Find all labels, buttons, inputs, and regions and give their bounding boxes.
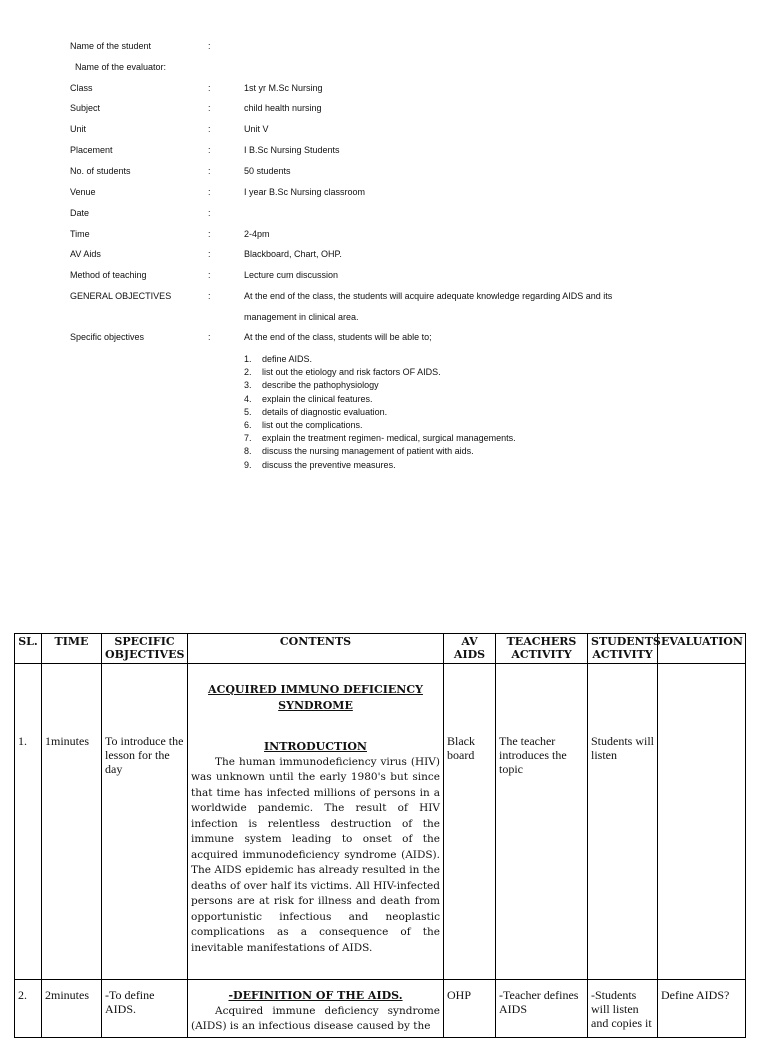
header-contents: CONTENTS	[188, 634, 444, 664]
info-label: Name of the student	[70, 41, 152, 51]
list-item	[244, 432, 516, 445]
cell-objective: To introduce the lesson for the day	[102, 664, 188, 980]
info-value: Lecture cum discussion	[244, 270, 339, 280]
list-number: 5.	[244, 406, 252, 417]
list-number: 9.	[244, 459, 252, 470]
info-colon: :	[208, 332, 211, 342]
info-label: Name of the evaluator:	[75, 62, 167, 72]
list-number: 3.	[244, 380, 252, 391]
info-value: Unit V	[244, 124, 269, 134]
list-text: discuss the nursing management of patient with aids.	[262, 446, 474, 457]
cell-contents	[188, 664, 444, 980]
list-text: explain the clinical features.	[262, 393, 373, 404]
list-number: 6.	[244, 420, 252, 431]
list-item	[244, 406, 516, 419]
list-item	[244, 419, 516, 432]
info-value: management in clinical area.	[244, 312, 359, 322]
cell-av-aids: OHP	[444, 980, 496, 1038]
info-value: At the end of the class, students will be able to;	[244, 332, 432, 342]
list-text: describe the pathophysiology	[262, 380, 379, 391]
cell-sl: 1.	[15, 664, 42, 980]
info-colon: :	[208, 270, 211, 280]
section-heading: INTRODUCTION	[264, 740, 367, 753]
table-row	[15, 664, 746, 980]
info-colon: :	[208, 166, 211, 176]
info-colon: :	[208, 208, 211, 218]
list-text: define AIDS.	[262, 354, 313, 364]
info-label: Specific objectives	[70, 332, 145, 342]
list-text: list out the etiology and risk factors OF AIDS.	[262, 367, 441, 378]
content-paragraph: The human immunodeficiency virus (HIV) was unknown until the early 1980's but since that time has infected millions of persons in a worldwide pandemic. The result of HIV infection is relentless destruction of the immune system leading to onset of the acquired immunodeficiency syndrome (AIDS). The AIDS epidemic has already resulted in the deaths of over half its victims. All HIV-infected persons are at risk for illness and death from opportunistic infectious and neoplastic complications as a consequence of the inevitable manifestations of AIDS.	[191, 755, 440, 954]
list-item	[244, 393, 516, 406]
info-label: Time	[70, 229, 90, 239]
list-text: discuss the preventive measures.	[262, 459, 396, 470]
cell-time: 1minutes	[42, 664, 102, 980]
info-value: I year B.Sc Nursing classroom	[244, 187, 366, 197]
info-value: 2-4pm	[244, 229, 270, 239]
list-number: 2.	[244, 367, 252, 378]
info-colon: :	[208, 291, 211, 301]
info-label: GENERAL OBJECTIVES	[70, 291, 172, 301]
list-item	[244, 353, 516, 366]
info-colon: :	[208, 124, 211, 134]
info-colon: :	[208, 249, 211, 259]
list-text: list out the complications.	[262, 420, 363, 431]
header-time: TIME	[42, 634, 102, 664]
cell-sl: 2.	[15, 980, 42, 1038]
info-value: 50 students	[244, 166, 291, 176]
info-colon: :	[208, 103, 211, 113]
cell-student-activity: -Students will listen and copies it	[588, 980, 658, 1038]
list-item	[244, 445, 516, 458]
info-colon: :	[208, 83, 211, 93]
info-label: Unit	[70, 124, 87, 134]
info-label: AV Aids	[70, 249, 101, 259]
cell-av-aids: Black board	[444, 664, 496, 980]
cell-teacher-activity: The teacher introduces the topic	[496, 664, 588, 980]
info-label: Venue	[70, 187, 96, 197]
section-heading: -DEFINITION OF THE AIDS.	[228, 989, 403, 1002]
info-label: Subject	[70, 103, 101, 113]
info-value: Blackboard, Chart, OHP.	[244, 249, 342, 259]
section-title: ACQUIRED IMMUNO DEFICIENCY SYNDROME	[208, 683, 423, 712]
table-header-row	[15, 634, 746, 664]
info-colon: :	[208, 229, 211, 239]
info-label: Date	[70, 208, 90, 218]
list-item	[244, 459, 516, 472]
cell-evaluation: Define AIDS?	[658, 980, 746, 1038]
header-av-aids: AV AIDS	[444, 634, 496, 664]
content-paragraph: Acquired immune deficiency syndrome (AIDS) is an infectious disease caused by the	[191, 1004, 440, 1032]
info-label: Method of teaching	[70, 270, 147, 280]
objectives-list	[244, 353, 516, 472]
list-number: 8.	[244, 446, 252, 457]
list-text: details of diagnostic evaluation.	[262, 406, 388, 417]
list-item	[244, 366, 516, 379]
info-value: At the end of the class, the students will acquire adequate knowledge regarding AIDS and its	[244, 291, 613, 301]
cell-student-activity: Students will listen	[588, 664, 658, 980]
header-teachers-activity: TEACHERS ACTIVITY	[496, 634, 588, 664]
cell-time: 2minutes	[42, 980, 102, 1038]
cell-contents	[188, 980, 444, 1038]
header-objectives: SPECIFIC OBJECTIVES	[102, 634, 188, 664]
header-sl: SL.	[15, 634, 42, 664]
lesson-plan-table	[14, 633, 746, 1038]
info-colon: :	[208, 145, 211, 155]
header-evaluation: EVALUATION	[658, 634, 746, 664]
info-colon: :	[208, 41, 211, 51]
list-item	[244, 379, 516, 392]
info-label: Placement	[70, 145, 113, 155]
info-value: 1st yr M.Sc Nursing	[244, 83, 323, 93]
cell-evaluation	[658, 664, 746, 980]
info-label: No. of students	[70, 166, 131, 176]
cell-teacher-activity: -Teacher defines AIDS	[496, 980, 588, 1038]
info-colon: :	[208, 187, 211, 197]
header-students-activity: STUDENTS ACTIVITY	[588, 634, 658, 664]
list-text: explain the treatment regimen- medical, surgical managements.	[262, 433, 516, 444]
info-value: child health nursing	[244, 103, 322, 113]
info-label: Class	[70, 83, 93, 93]
list-number: 7.	[244, 433, 252, 444]
list-number: 4.	[244, 393, 252, 404]
cell-objective: -To define AIDS.	[102, 980, 188, 1038]
table-row	[15, 980, 746, 1038]
list-number: 1.	[244, 354, 252, 364]
info-value: I B.Sc Nursing Students	[244, 145, 340, 155]
